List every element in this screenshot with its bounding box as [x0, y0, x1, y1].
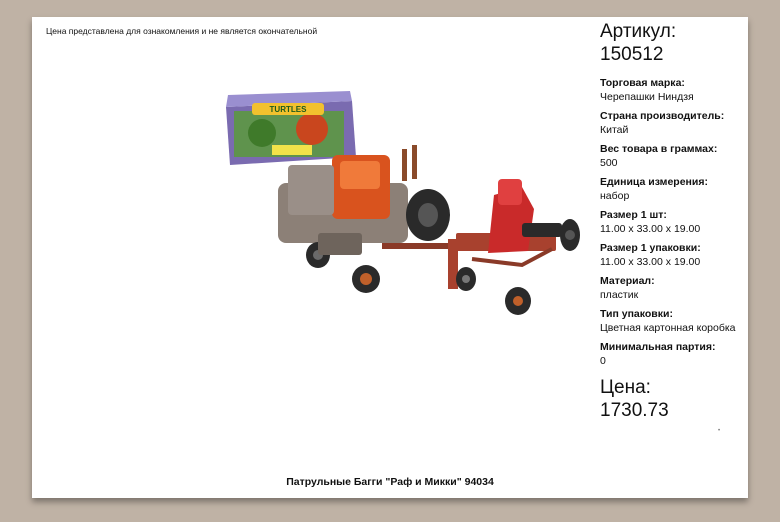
field-unit	[600, 175, 750, 203]
field-label: Единица измерения:	[600, 176, 708, 188]
price-notice: Цена представлена для ознакомления и не является окончательной	[46, 26, 318, 36]
field-min-order	[600, 340, 750, 368]
field-value: Китай	[600, 124, 629, 136]
field-value: набор	[600, 190, 630, 202]
field-label: Торговая марка:	[600, 77, 685, 89]
catalog-sheet	[32, 17, 748, 498]
dot-marker: •	[718, 428, 721, 434]
orange-buggy-image	[278, 145, 452, 293]
field-label: Тип упаковки:	[600, 308, 673, 320]
field-label: Материал:	[600, 275, 655, 287]
red-buggy-image	[448, 179, 580, 315]
sku-label: Артикул:	[600, 21, 677, 42]
field-weight	[600, 142, 750, 170]
field-label: Размер 1 шт:	[600, 209, 667, 221]
product-title: Патрульные Багги "Раф и Микки" 94034	[286, 476, 494, 488]
field-label: Размер 1 упаковки:	[600, 242, 701, 254]
field-label: Вес товара в граммах:	[600, 143, 718, 155]
field-value: пластик	[600, 289, 639, 301]
field-brand	[600, 76, 750, 104]
field-package-type	[600, 307, 750, 335]
field-value: 11.00 x 33.00 x 19.00	[600, 223, 701, 235]
price-block	[600, 376, 750, 422]
field-value: Цветная картонная коробка	[600, 322, 736, 334]
field-value: 500	[600, 157, 618, 169]
field-value: 0	[600, 355, 606, 367]
product-details	[600, 20, 750, 422]
toy-box-image	[226, 91, 356, 165]
sku-value: 150512	[600, 44, 664, 65]
field-value: Черепашки Ниндзя	[600, 91, 694, 103]
field-item-size	[600, 208, 750, 236]
price-label: Цена:	[600, 377, 651, 398]
field-package-size	[600, 241, 750, 269]
field-country	[600, 109, 750, 137]
price-value: 1730.73	[600, 400, 669, 421]
product-image	[222, 83, 582, 328]
box-logo: TURTLES	[269, 105, 307, 114]
sku-block	[600, 20, 750, 66]
field-value: 11.00 x 33.00 x 19.00	[600, 256, 701, 268]
field-label: Страна производитель:	[600, 110, 725, 122]
field-material	[600, 274, 750, 302]
field-label: Минимальная партия:	[600, 341, 716, 353]
